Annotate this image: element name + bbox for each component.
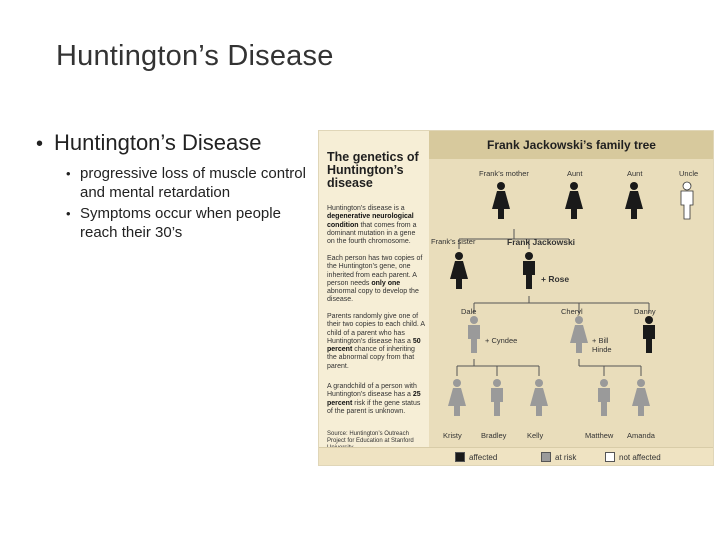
label-aunt: Aunt: [567, 169, 583, 178]
main-bullet: [36, 130, 316, 156]
label-amanda: Amanda: [627, 431, 655, 440]
bullet-marker: •: [66, 166, 71, 181]
person-icon-aunt: [625, 182, 643, 219]
person-icon-franks-mother: [492, 182, 510, 219]
label-cyndee: + Cyndee: [485, 336, 518, 345]
info-paragraph: A grandchild of a person with Huntington’s disease has a 25 percent risk if the gene status of the parent is unknown.: [327, 383, 421, 415]
sub-bullet-text: Symptoms occur when people reach their 30’s: [80, 205, 281, 241]
bullet-marker: •: [66, 206, 71, 221]
bullet-list: [36, 130, 316, 244]
person-icon-kelly: [530, 379, 548, 416]
tree-connectors: [429, 131, 713, 447]
legend-affected: affected: [455, 452, 497, 462]
not-affected-swatch-icon: [605, 452, 615, 462]
label-frank: Frank Jackowski: [507, 237, 576, 247]
label-kristy: Kristy: [443, 431, 462, 440]
label-bill-hinde: + Bill Hinde: [592, 336, 612, 354]
label-danny: Danny: [634, 307, 656, 316]
family-tree-graphic: [318, 130, 714, 466]
legend-at-risk: at risk: [541, 452, 576, 462]
tree-title: Frank Jackowski’s family tree: [487, 138, 656, 152]
person-icon-dale: [468, 316, 480, 353]
label-aunt: Aunt: [627, 169, 643, 178]
person-icon-kristy: [448, 379, 466, 416]
explanation-panel: [319, 131, 427, 465]
label-matthew: Matthew: [585, 431, 614, 440]
label-franks-sister: Frank’s sister: [431, 237, 476, 246]
legend-not-affected: not affected: [605, 452, 661, 462]
sub-bullet-text: progressive loss of muscle control and mental retardation: [80, 165, 306, 201]
legend: [319, 447, 713, 466]
person-icon-aunt: [565, 182, 583, 219]
sub-bullet: [66, 164, 316, 202]
sub-bullet: [66, 204, 316, 242]
main-bullet-text: Huntington’s Disease: [54, 130, 262, 155]
source-note: Source: Huntington’s Outreach Project for Education at Stanford: [327, 431, 414, 444]
label-uncle: Uncle: [679, 169, 699, 178]
figure-heading: The genetics of Huntington’s disease: [327, 150, 419, 190]
affected-swatch-icon: [455, 452, 465, 462]
person-icon-frank: [523, 252, 535, 289]
person-icon-matthew: [598, 379, 610, 416]
person-icon-amanda: [632, 379, 650, 416]
label-rose: + Rose: [541, 274, 570, 284]
bullet-marker: •: [36, 133, 44, 155]
person-icon-franks-sister: [450, 252, 468, 289]
label-cheryl: Cheryl: [561, 307, 583, 316]
label-franks-mother: Frank’s mother: [479, 169, 529, 178]
person-icon-bradley: [491, 379, 503, 416]
person-icon-uncle: [681, 182, 693, 219]
person-icon-cheryl: [570, 316, 588, 353]
at-risk-swatch-icon: [541, 452, 551, 462]
label-dale: Dale: [461, 307, 477, 316]
info-paragraph: Huntington’s disease is a degenerative neurological condition that comes from a dominant mutation in a gene on the fourth chromosome.: [327, 205, 417, 246]
info-paragraph: Parents randomly give one of their two copies to each child. A child of a parent who has Huntington’s disease has a 50 percent chance of inheriting the abnormal copy from that parent.: [327, 313, 425, 370]
info-paragraph: Each person has two copies of the Huntington’s gene, one inherited from each parent. A person needs only one abnormal copy to develop the disease.: [327, 255, 423, 304]
label-kelly: Kelly: [527, 431, 544, 440]
slide-title: Huntington’s Disease: [56, 40, 334, 72]
family-tree: [429, 131, 713, 465]
sub-bullet-list: [66, 164, 316, 242]
label-bradley: Bradley: [481, 431, 507, 440]
person-icon-danny: [643, 316, 655, 353]
